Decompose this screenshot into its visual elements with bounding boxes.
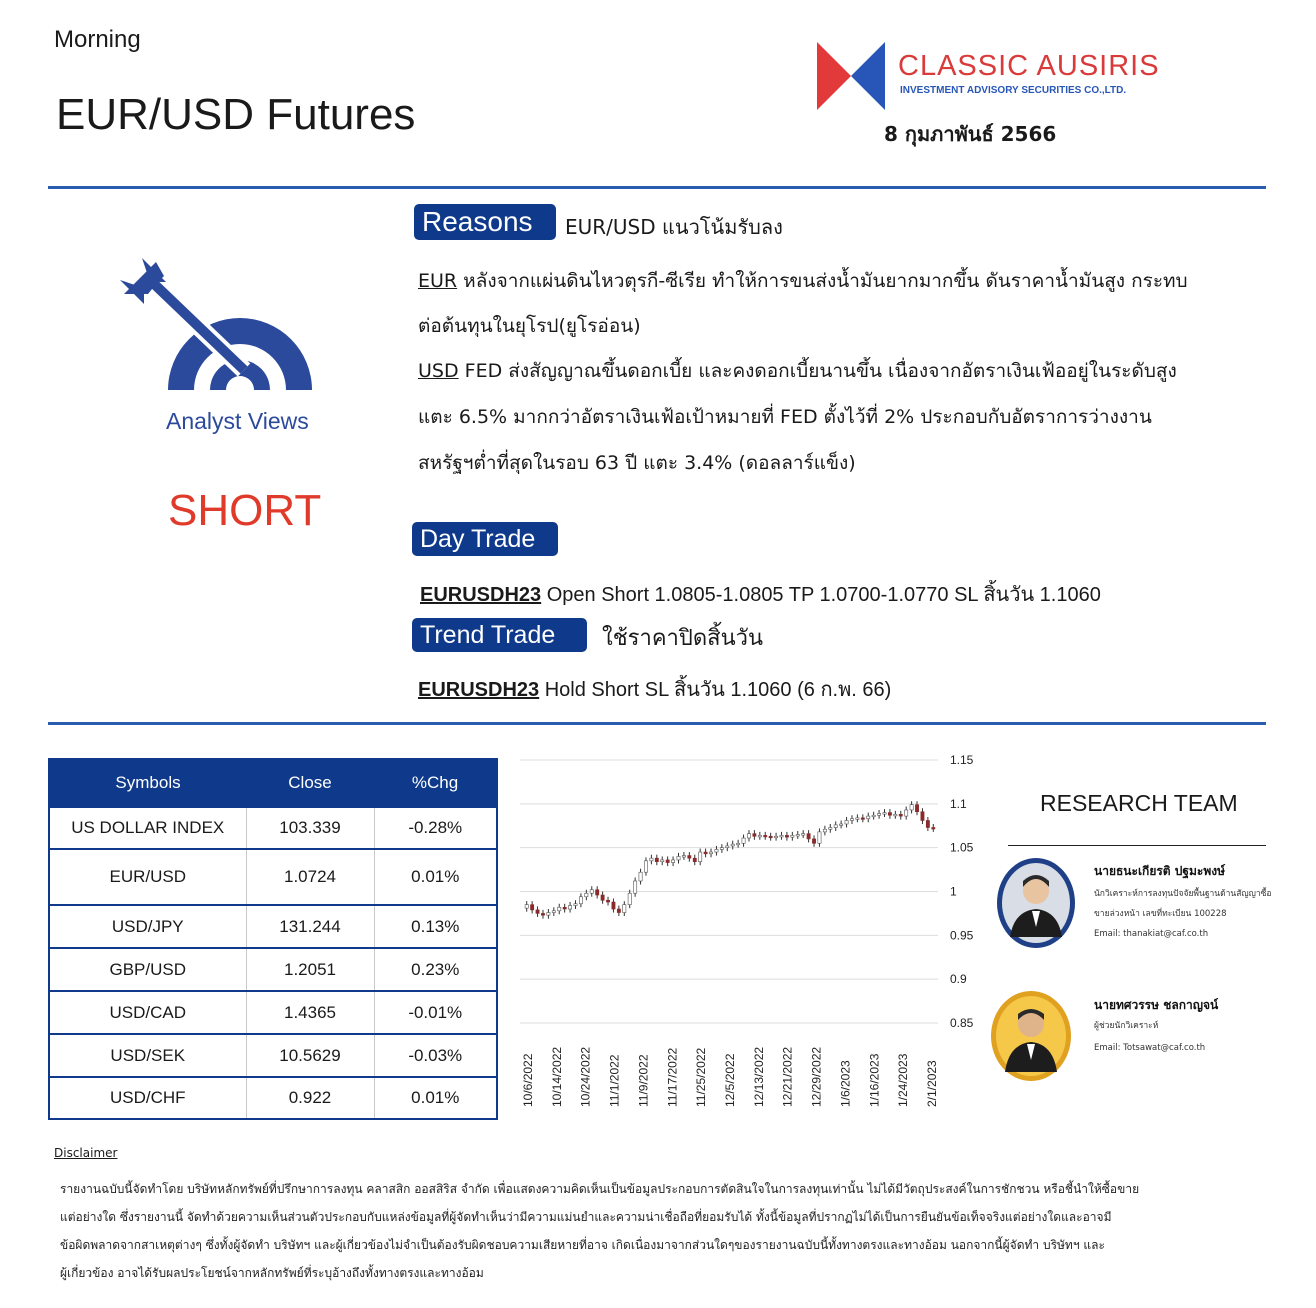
col-header-symbols: Symbols: [49, 759, 246, 807]
candle-body: [764, 835, 767, 837]
trend-trade-note: ใช้ราคาปิดสิ้นวัน: [602, 626, 764, 651]
usd-label: USD: [418, 360, 459, 382]
trend-trade-symbol: EURUSDH23: [418, 679, 540, 701]
candle-body: [867, 816, 870, 819]
session-label: Morning: [54, 26, 141, 53]
y-tick-label: 1.05: [950, 840, 974, 855]
x-tick-label: 11/25/2022: [694, 1047, 709, 1107]
candle-body: [780, 835, 783, 837]
x-tick-label: 1/6/2023: [838, 1060, 853, 1107]
candle-body: [910, 805, 913, 810]
candle-body: [628, 893, 631, 904]
candle-body: [818, 832, 821, 843]
candle-body: [541, 913, 544, 915]
disclaimer-line: ผู้เกี่ยวข้อง อาจได้รับผลประโยชน์จากหลักทรัพย์ที่ระบุอ้างถึงทั้งทางตรงและทางอ้อม: [60, 1266, 484, 1280]
member-role: ผู้ช่วยนักวิเคราะห์: [1094, 1021, 1159, 1031]
candle-body: [774, 836, 777, 838]
candle-body: [590, 890, 593, 894]
candle-body: [807, 834, 810, 839]
usd-reason-line-1: USD FED ส่งสัญญาณขึ้นดอกเบี้ย และคงดอกเบี้ยนานขึ้น เนื่องจากอัตราเงินเฟ้ออยู่ในระดับสูง: [418, 360, 1177, 382]
avatar: [990, 990, 1072, 1082]
position-call: SHORT: [168, 486, 322, 535]
candle-body: [623, 905, 626, 913]
candle-body: [926, 820, 929, 827]
y-tick-label: 1.1: [950, 796, 967, 811]
trend-trade-tag: Trend Trade: [412, 618, 587, 652]
candle-body: [829, 828, 832, 830]
x-tick-label: 12/21/2022: [780, 1046, 795, 1107]
trend-trade-line: EURUSDH23 Hold Short SL สิ้นวัน 1.1060 (6 ก.พ. 66): [418, 679, 892, 701]
y-tick-label: 0.95: [950, 928, 974, 943]
candle-body: [666, 860, 669, 863]
reasons-headline: EUR/USD แนวโน้มรับลง: [565, 215, 783, 239]
candle-body: [688, 856, 691, 859]
candle-body: [747, 834, 750, 838]
candle-body: [861, 818, 864, 820]
brand-subtitle: INVESTMENT ADVISORY SECURITIES CO.,LTD.: [900, 85, 1127, 96]
top-divider: [48, 186, 1266, 189]
market-table: [48, 758, 498, 1120]
eur-label: EUR: [418, 270, 458, 292]
candle-body: [693, 858, 696, 862]
candle-body: [872, 815, 875, 817]
candle-body: [791, 835, 794, 837]
candle-body: [726, 846, 729, 848]
table-row: USD/CHF 0.922 0.01%: [49, 1077, 497, 1119]
candle-body: [845, 820, 848, 824]
candle-body: [796, 835, 799, 837]
candle-body: [840, 824, 843, 826]
candle-body: [547, 913, 550, 916]
candle-body: [536, 910, 539, 914]
mid-divider: [48, 722, 1266, 725]
candle-body: [552, 911, 555, 913]
member-role: ขายล่วงหน้า เลขที่ทะเบียน 100228: [1094, 909, 1227, 919]
disclaimer-line: แต่อย่างใด ซึ่งรายงานนี้ จัดทำด้วยความเห็นส่วนตัวประกอบกับแหล่งข้อมูลที่ผู้จัดทำเห็นว่ามีความแม่นยำและความน่าเชื่อถือที่ยอมรับได้ ทั้งนี้ข้อมูลที่ปรากฏไม่ได้เป็นการยืนยันข้อเท็จจริงแต่อย่างใดและอาจมี: [60, 1210, 1112, 1224]
candle-body: [737, 843, 740, 845]
candle-body: [731, 844, 734, 846]
x-tick-label: 2/1/2023: [925, 1060, 939, 1107]
member-name: นายธนะเกียรติ ปฐมะพงษ์: [1094, 864, 1226, 878]
day-trade-symbol: EURUSDH23: [420, 584, 542, 606]
x-tick-label: 12/29/2022: [809, 1046, 824, 1107]
usd-reason-line-2: แตะ 6.5% มากกว่าอัตราเงินเฟ้อเป้าหมายที่ FED ตั้งไว้ที่ 2% ประกอบกับอัตราการว่างงาน: [418, 406, 1152, 428]
day-trade-line: EURUSDH23 Open Short 1.0805-1.0805 TP 1.0700-1.0770 SL สิ้นวัน 1.1060: [420, 584, 1101, 606]
candle-body: [704, 852, 707, 854]
brand-name: CLASSIC AUSIRIS: [898, 50, 1160, 82]
member-email: Email: thanakiat@caf.co.th: [1094, 929, 1209, 939]
candle-body: [921, 812, 924, 821]
candle-body: [802, 834, 805, 836]
usd-reason-line-3: สหรัฐฯต่ำที่สุดในรอบ 63 ปี แตะ 3.4% (ดอลลาร์แข็ง): [418, 452, 856, 474]
candle-body: [715, 849, 718, 852]
candle-body: [883, 813, 886, 815]
y-tick-label: 1.15: [950, 753, 974, 767]
report-date: 8 กุมภาพันธ์ 2566: [884, 122, 1057, 146]
candle-body: [812, 839, 815, 843]
member-role: นักวิเคราะห์การลงทุนปัจจัยพื้นฐานด้านสัญญาซื้อ: [1094, 889, 1272, 899]
candle-body: [753, 834, 756, 837]
avatar: [996, 857, 1076, 949]
disclaimer-line: ข้อผิดพลาดจากสาเหตุต่างๆ ซึ่งทั้งผู้จัดทำ บริษัทฯ และผู้เกี่ยวข้องไม่จำเป็นต้องรับผิดชอบความเสียหายที่อาจ เกิดเนื่องมาจากส่วนใดๆของรายงานฉบับนี้ทั้งทางตรงและทางอ้อม นอกจากนี้ผู้จัดทำ บริษัทฯ และ: [60, 1238, 1105, 1252]
candle-body: [785, 835, 788, 837]
x-tick-label: 10/6/2022: [521, 1053, 535, 1107]
disclaimer-line: รายงานฉบับนี้จัดทำโดย บริษัทหลักทรัพย์ที่ปรึกษาการลงทุน คลาสสิก ออสสิริส จำกัด เพื่อแสดงความคิดเห็นเป็นข้อมูลประกอบการตัดสินใจในการลงทุนเท่านั้น ไม่ได้มีวัตถุประสงค์ในการชักชวน หรือชี้นำให้ซื้อขาย: [60, 1182, 1140, 1196]
table-row: US DOLLAR INDEX 103.339 -0.28%: [49, 807, 497, 849]
candle-body: [525, 905, 528, 909]
x-tick-label: 1/24/2023: [896, 1053, 911, 1107]
table-row: USD/SEK 10.5629 -0.03%: [49, 1034, 497, 1077]
table-row: USD/JPY 131.244 0.13%: [49, 905, 497, 948]
page-title: EUR/USD Futures: [56, 90, 416, 139]
candle-body: [905, 810, 908, 816]
eurusd-candlestick-chart: [510, 745, 990, 1115]
candle-body: [699, 852, 702, 862]
candle-body: [915, 805, 918, 812]
candle-body: [661, 860, 664, 862]
candle-body: [596, 890, 599, 895]
table-row: USD/CAD 1.4365 -0.01%: [49, 991, 497, 1034]
x-tick-label: 11/1/2022: [607, 1054, 622, 1107]
candle-body: [899, 814, 902, 816]
x-tick-label: 12/13/2022: [751, 1046, 766, 1107]
research-team-title: RESEARCH TEAM: [1040, 790, 1238, 816]
candle-body: [720, 848, 723, 850]
x-tick-label: 11/9/2022: [636, 1054, 651, 1107]
member-name: นายทศวรรษ ชลกาญจน์: [1094, 998, 1219, 1012]
table-row: GBP/USD 1.2051 0.23%: [49, 948, 497, 991]
candle-body: [677, 856, 680, 860]
col-header-chg: %Chg: [374, 759, 497, 807]
candle-body: [823, 829, 826, 832]
candle-body: [888, 813, 891, 816]
analyst-views-label: Analyst Views: [166, 408, 309, 434]
candle-body: [650, 858, 653, 861]
candle-body: [742, 838, 745, 843]
candle-body: [709, 852, 712, 854]
candle-body: [671, 860, 674, 863]
y-tick-label: 1: [950, 884, 957, 899]
candle-body: [850, 819, 853, 821]
candle-body: [601, 895, 604, 900]
candle-body: [558, 907, 561, 911]
candle-body: [617, 909, 620, 913]
eur-reason-line-1: EUR หลังจากแผ่นดินไหวตุรกี-ซีเรีย ทำให้การขนส่งน้ำมันยากมากขึ้น ดันราคาน้ำมันสูง กระทบ: [418, 270, 1188, 292]
candle-body: [531, 905, 534, 910]
x-tick-label: 1/16/2023: [867, 1053, 882, 1107]
candle-body: [574, 904, 577, 906]
candle-body: [644, 861, 647, 872]
member-email: Email: Totsawat@caf.co.th: [1094, 1043, 1206, 1053]
candle-body: [894, 814, 897, 816]
day-trade-tag: Day Trade: [412, 522, 558, 556]
candle-body: [655, 858, 658, 862]
candle-body: [877, 813, 880, 815]
table-row: EUR/USD 1.0724 0.01%: [49, 849, 497, 905]
candle-body: [639, 872, 642, 881]
research-team-divider: [1008, 845, 1266, 846]
x-tick-label: 10/14/2022: [549, 1046, 564, 1107]
candle-body: [585, 893, 588, 897]
candle-body: [579, 897, 582, 904]
candle-body: [856, 818, 859, 820]
candle-body: [834, 825, 837, 828]
col-header-close: Close: [246, 759, 374, 807]
candle-body: [563, 907, 566, 909]
brand-logo-icon: [815, 40, 887, 112]
candle-body: [932, 828, 935, 830]
x-tick-label: 11/17/2022: [665, 1047, 680, 1107]
candle-body: [758, 835, 761, 837]
candle-body: [769, 836, 772, 838]
candle-body: [634, 881, 637, 893]
reasons-tag: Reasons: [414, 204, 556, 240]
x-tick-label: 10/24/2022: [578, 1046, 593, 1107]
candle-body: [682, 856, 685, 858]
candle-body: [568, 906, 571, 910]
candle-body: [606, 900, 609, 902]
candle-body: [612, 902, 615, 909]
eur-reason-line-2: ต่อต้นทุนในยุโรป(ยูโรอ่อน): [418, 315, 641, 337]
y-tick-label: 0.9: [950, 972, 967, 987]
target-arrow-icon: [120, 258, 340, 398]
disclaimer-title: Disclaimer: [54, 1146, 118, 1160]
y-tick-label: 0.85: [950, 1016, 974, 1030]
x-tick-label: 12/5/2022: [723, 1053, 737, 1107]
